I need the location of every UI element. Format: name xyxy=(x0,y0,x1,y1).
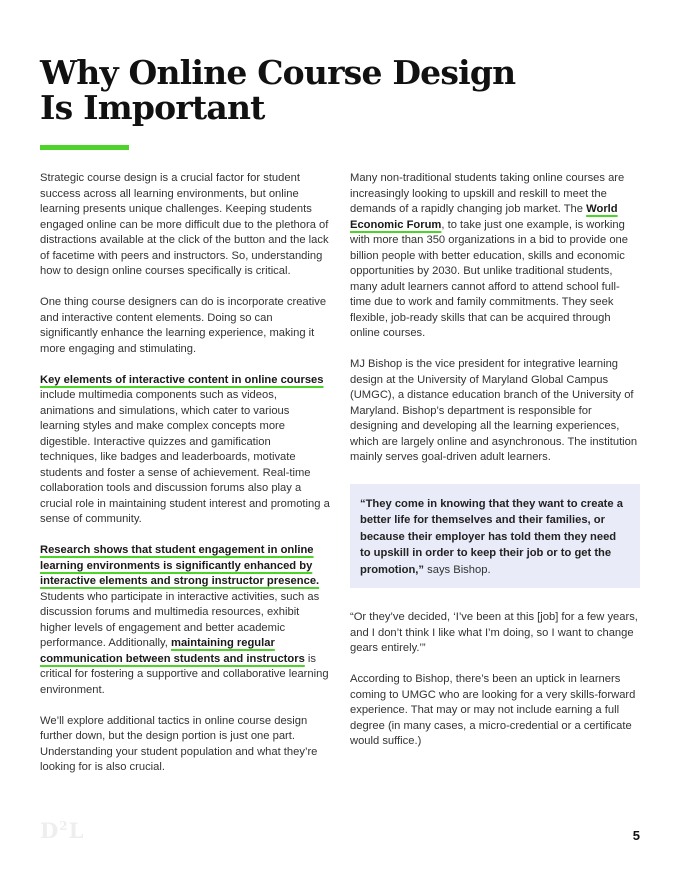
regular-communication-link[interactable]: maintaining regular communication between students and instructors xyxy=(40,637,305,665)
world-economic-forum-link[interactable]: World Economic Forum xyxy=(350,203,618,231)
key-elements-link[interactable]: Key elements of interactive content in online courses xyxy=(40,373,324,386)
pull-quote xyxy=(350,484,640,589)
page-title-line-2: Is Important xyxy=(40,88,265,127)
pull-quote-text: “They come in knowing that they want to create a better life for themselves and their families, or because their employer has told them they need to upskill in order to keep their job or to get the promotion,” xyxy=(360,497,623,576)
pull-quote-attribution: says Bishop. xyxy=(424,563,491,576)
research-text-b: is critical for fostering a supportive and collaborative learning environment. xyxy=(40,652,329,696)
interactive-content-text: include multimedia components such as videos, animations and simulations, which cater to various learning styles and make complex concepts more digestible. Interactive quizzes and gamification techniques, like badges and leaderboards, motivate students and foster a sense of achievement. Real-time collaboration tools and discussion forums also play a crucial role in maintaining student interest and promoting a sense of community. xyxy=(40,389,330,525)
right-column xyxy=(350,171,640,765)
course-designers-paragraph: One thing course designers can do is incorporate creative and interactive content elements. Doing so can significantly enhance the learning experience, making it more engaging and stimulating. xyxy=(40,296,327,355)
page-title xyxy=(40,55,515,125)
d2l-logo: $D^2L$ xyxy=(40,818,85,843)
page-title-line-1: Why Online Course Design xyxy=(40,53,516,92)
additional-tactics-paragraph: We’ll explore additional tactics in online course design further down, but the design portion is just one part. Understanding your student population and what they’re looking for is also crucial. xyxy=(40,714,318,773)
title-accent-bar xyxy=(40,145,129,150)
research-paragraph xyxy=(40,543,330,698)
research-shows-link[interactable]: Research shows that student engagement in online learning environments is significantly enhanced by interactive elements and strong instructor presence. xyxy=(40,544,320,587)
research-text-a: Students who participate in interactive activities, such as discussion forums and multimedia resources, exhibit higher levels of engagement and better academic performance. Additionally, xyxy=(40,590,320,649)
left-column xyxy=(40,171,330,791)
mj-bishop-paragraph: MJ Bishop is the vice president for integrative learning design at the University of Maryland Global Campus (UMGC), a distance education branch of the University of Maryland. Bishop’s department is responsible for designing and developing all the learning experiences, which are largely online and asynchronous. The institution mainly serves goal-driven adult learners. xyxy=(350,358,638,463)
or-theyve-decided-paragraph: “Or they’ve decided, ‘I’ve been at this [job] for a few years, and I don’t think I like what I’m doing, so I want to change gears entirely.’” xyxy=(350,611,638,654)
intro-paragraph: Strategic course design is a crucial factor for student success across all learning environments, but online learning presents unique challenges. Keeping students engaged online can be more difficult due to the plethora of distractions available at the click of the button and the lack of facetime with peers and instructors. So, understanding how to design online courses specifically is critical. xyxy=(40,172,329,277)
interactive-content-paragraph xyxy=(40,373,330,528)
wef-text-a: Many non-traditional students taking online courses are increasingly looking to upskill and reskill to meet the demands of a rapidly changing job market. The xyxy=(350,172,625,215)
page-number: 5 xyxy=(632,828,640,843)
wef-text-b: , to take just one example, is working with more than 350 organizations in a bid to provide one billion people with better education, skills and economic opportunities by 2030. But unlike traditional students, many adult learners cannot afford to attend school full-time due to work and family commitments. They seek flexible, job-ready skills that can be acquired through online courses. xyxy=(350,218,628,339)
non-traditional-students-paragraph xyxy=(350,171,640,342)
uptick-paragraph: According to Bishop, there’s been an uptick in learners coming to UMGC who are looking for a very skills-forward experience. That may or may not include earning a full degree (in many cases, a micro-credential or a certificate would suffice.) xyxy=(350,673,636,747)
